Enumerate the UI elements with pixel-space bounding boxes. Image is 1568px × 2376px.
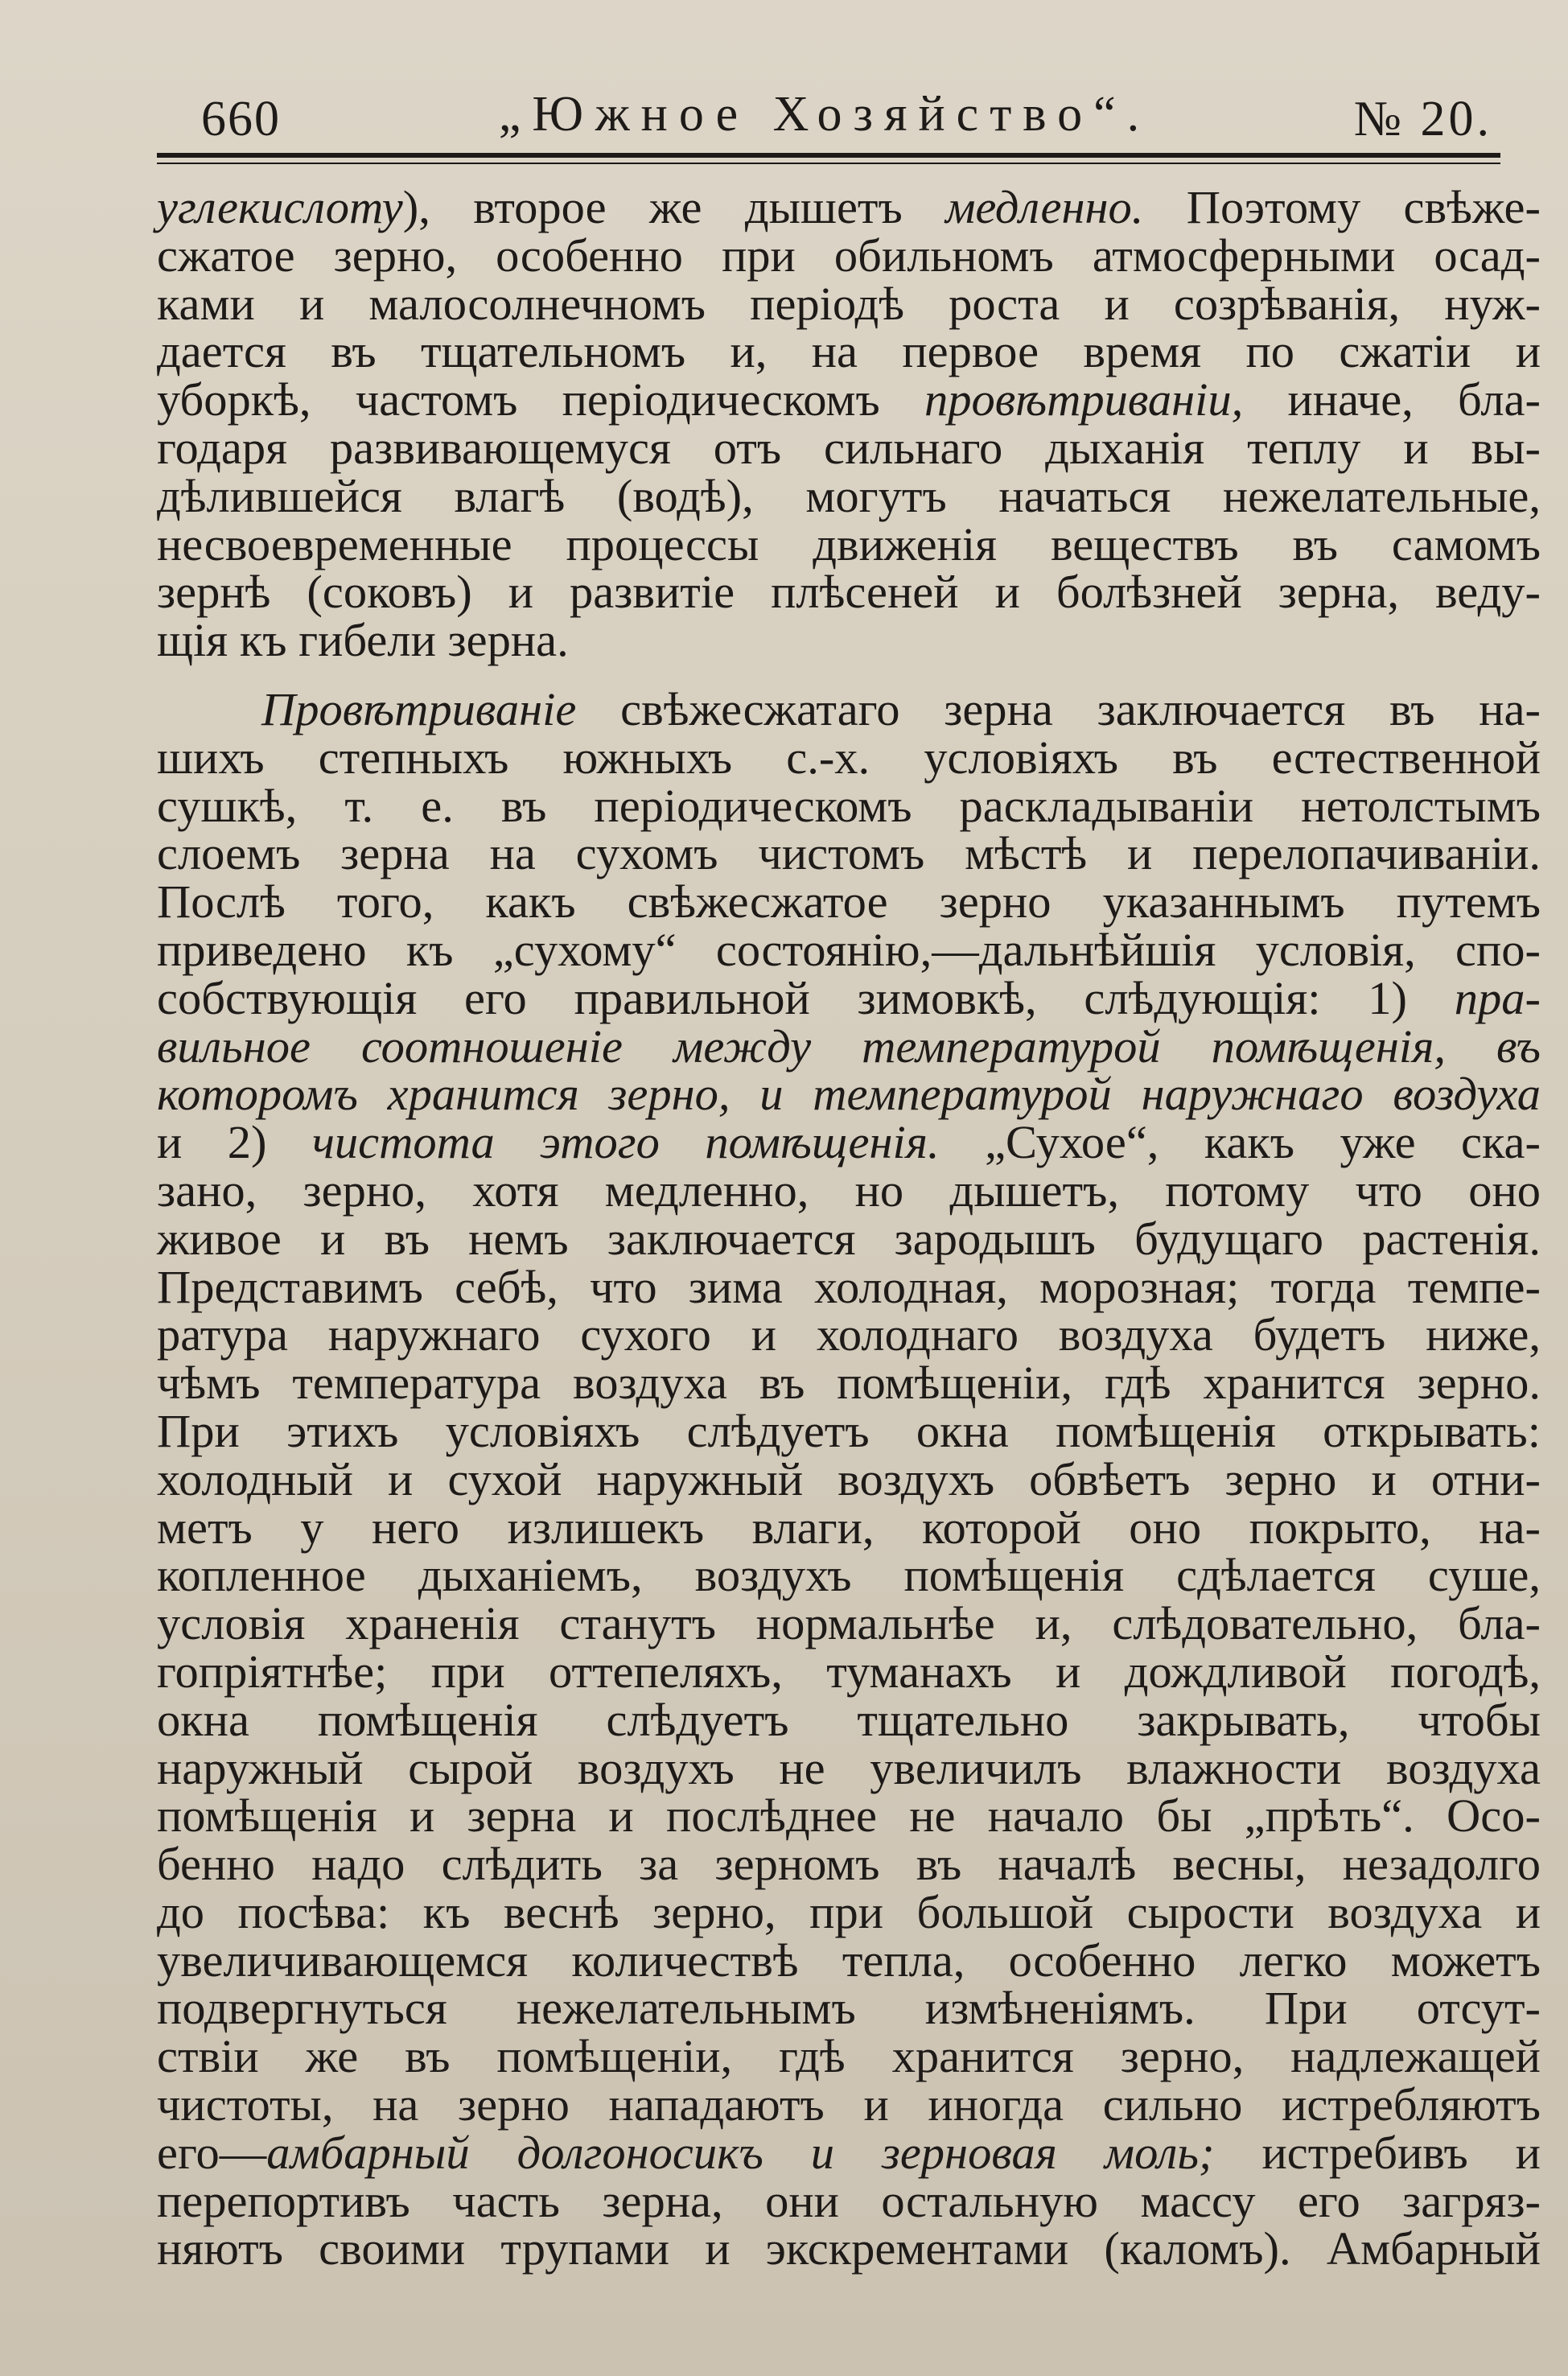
text-line: чистоты, на зерно нападаютъ и иногда сильно истребляютъ	[157, 2078, 1541, 2131]
text-line: до посѣва: къ веснѣ зерно, при большой сырости воздуха и	[157, 1885, 1541, 1938]
text-line: шихъ степныхъ южныхъ с.-х. условіяхъ въ естественной	[157, 731, 1541, 784]
text-run: истребивъ и	[1214, 2126, 1541, 2179]
text-run: уборкѣ, частомъ періодическомъ	[157, 373, 924, 426]
text-line: слоемъ зерна на сухомъ чистомъ мѣстѣ и перелопачиваніи.	[157, 827, 1541, 880]
text-line: гопріятнѣе; при оттепеляхъ, туманахъ и дождливой погодѣ,	[157, 1645, 1541, 1698]
text-run: ), второе же дышетъ	[402, 181, 946, 233]
text-line	[157, 1118, 1541, 1167]
text-line	[157, 2126, 1541, 2179]
text-line: ствіи же въ помѣщеніи, гдѣ хранится зерно, надлежащей	[157, 2030, 1541, 2083]
text-line: чѣмъ температура воздуха въ помѣщеніи, гдѣ хранится зерно.	[157, 1357, 1541, 1410]
text-line: бенно надо слѣдить за зерномъ въ началѣ весны, незадолго	[157, 1838, 1541, 1891]
text-run: Поэтому свѣже-	[1143, 181, 1541, 233]
text-line: годаря развивающемуся отъ сильнаго дыханія теплу и вы-	[157, 421, 1541, 474]
text-line: При этихъ условіяхъ слѣдуетъ окна помѣщенія открывать:	[157, 1404, 1541, 1457]
text-line: Послѣ того, какъ свѣжесжатое зерно указаннымъ путемъ	[157, 875, 1541, 929]
text-line	[157, 971, 1541, 1024]
text-line: наружный сырой воздухъ не увеличилъ влажности воздуха	[157, 1741, 1541, 1794]
header-rule-thin	[157, 163, 1500, 164]
italic-term: углекислоту	[157, 181, 403, 233]
text-line: окна помѣщенія слѣдуетъ тщательно закрывать, чтобы	[157, 1693, 1541, 1746]
text-line	[157, 1068, 1541, 1121]
page-number: 660	[201, 92, 281, 146]
text-run: свѣжесжатаго зерна заключается въ на-	[576, 682, 1541, 735]
text-line	[157, 682, 1541, 735]
italic-term: чистота этого помѣщенія.	[311, 1116, 940, 1169]
text-line: живое и въ немъ заключается зародышъ будущаго растенія.	[157, 1212, 1541, 1265]
text-line: копленное дыханіемъ, воздухъ помѣщенія сдѣлается суше,	[157, 1549, 1541, 1602]
text-run: и 2)	[157, 1116, 312, 1169]
paragraph-2	[157, 682, 1541, 2275]
text-line: помѣщенія и зерна и послѣднее не начало бы „прѣть“. Осо-	[157, 1789, 1541, 1843]
italic-term: амбарный долгоносикъ и зерновая моль;	[266, 2126, 1215, 2179]
italic-term: которомъ хранится зерно, и температурой наружнаго воздуха	[157, 1068, 1541, 1121]
text-line: несвоевременные процессы движенія веществъ въ самомъ	[157, 517, 1541, 570]
header-rule-thick	[157, 153, 1500, 158]
journal-title: „Южное Хозяйство“.	[498, 87, 1151, 142]
text-line: условія храненія станутъ нормальнѣе и, слѣдовательно, бла-	[157, 1597, 1541, 1650]
text-line: ратура наружнаго сухого и холоднаго воздуха будетъ ниже,	[157, 1308, 1541, 1361]
text-run: собствующія его правильной зимовкѣ, слѣдующія: 1)	[157, 971, 1455, 1024]
text-line: щія къ гибели зерна.	[157, 614, 569, 667]
text-line: увеличивающемся количествѣ тепла, особенно легко можетъ	[157, 1933, 1541, 1987]
italic-term: провѣтриваніи,	[924, 373, 1244, 426]
text-line: подвергнуться нежелательнымъ измѣненіямъ. При отсут-	[157, 1982, 1541, 2035]
text-line: дается въ тщательномъ и, на первое время по сжатіи и	[157, 325, 1541, 378]
text-line	[157, 373, 1541, 426]
text-line: дѣлившейся влагѣ (водѣ), могутъ начаться нежелательные,	[157, 469, 1541, 522]
text-line: перепортивъ часть зерна, они остальную массу его загряз-	[157, 2174, 1541, 2227]
text-run: его—	[157, 2126, 267, 2179]
page-header	[157, 76, 1492, 149]
text-line: ками и малосолнечномъ періодѣ роста и созрѣванія, нуж-	[157, 277, 1541, 330]
italic-term: пра-	[1454, 971, 1541, 1024]
paragraph-1	[157, 183, 1541, 665]
text-line: няютъ своими трупами и экскрементами (каломъ). Амбарный	[157, 2222, 1541, 2275]
text-line: сжатое зерно, особенно при обильномъ атмосферными осад-	[157, 229, 1541, 282]
text-line: приведено къ „сухому“ состоянію,—дальнѣйшія условія, спо-	[157, 923, 1541, 976]
text-line	[157, 1019, 1541, 1073]
text-line: зано, зерно, хотя медленно, но дышетъ, потому что оно	[157, 1163, 1541, 1217]
text-run: иначе, бла-	[1243, 373, 1541, 426]
text-line: метъ у него излишекъ влаги, которой оно покрыто, на-	[157, 1501, 1541, 1554]
italic-term: вильное соотношеніе между температурой помѣщенія, въ	[157, 1019, 1541, 1073]
italic-term: Провѣтриваніе	[261, 682, 577, 735]
issue-number: № 20.	[1353, 92, 1492, 146]
article-body	[157, 183, 1541, 2273]
text-line: зернѣ (соковъ) и развитіе плѣсеней и болѣзней зерна, веду-	[157, 566, 1541, 619]
text-line: Представимъ себѣ, что зима холодная, морозная; тогда темпе-	[157, 1260, 1541, 1313]
text-line	[157, 183, 1541, 232]
text-line: холодный и сухой наружный воздухъ обвѣетъ зерно и отни-	[157, 1452, 1541, 1505]
text-line: сушкѣ, т. е. въ періодическомъ раскладываніи нетолстымъ	[157, 779, 1541, 832]
text-run: „Сухое“, какъ уже ска-	[939, 1116, 1541, 1169]
italic-term: медленно.	[945, 181, 1144, 233]
